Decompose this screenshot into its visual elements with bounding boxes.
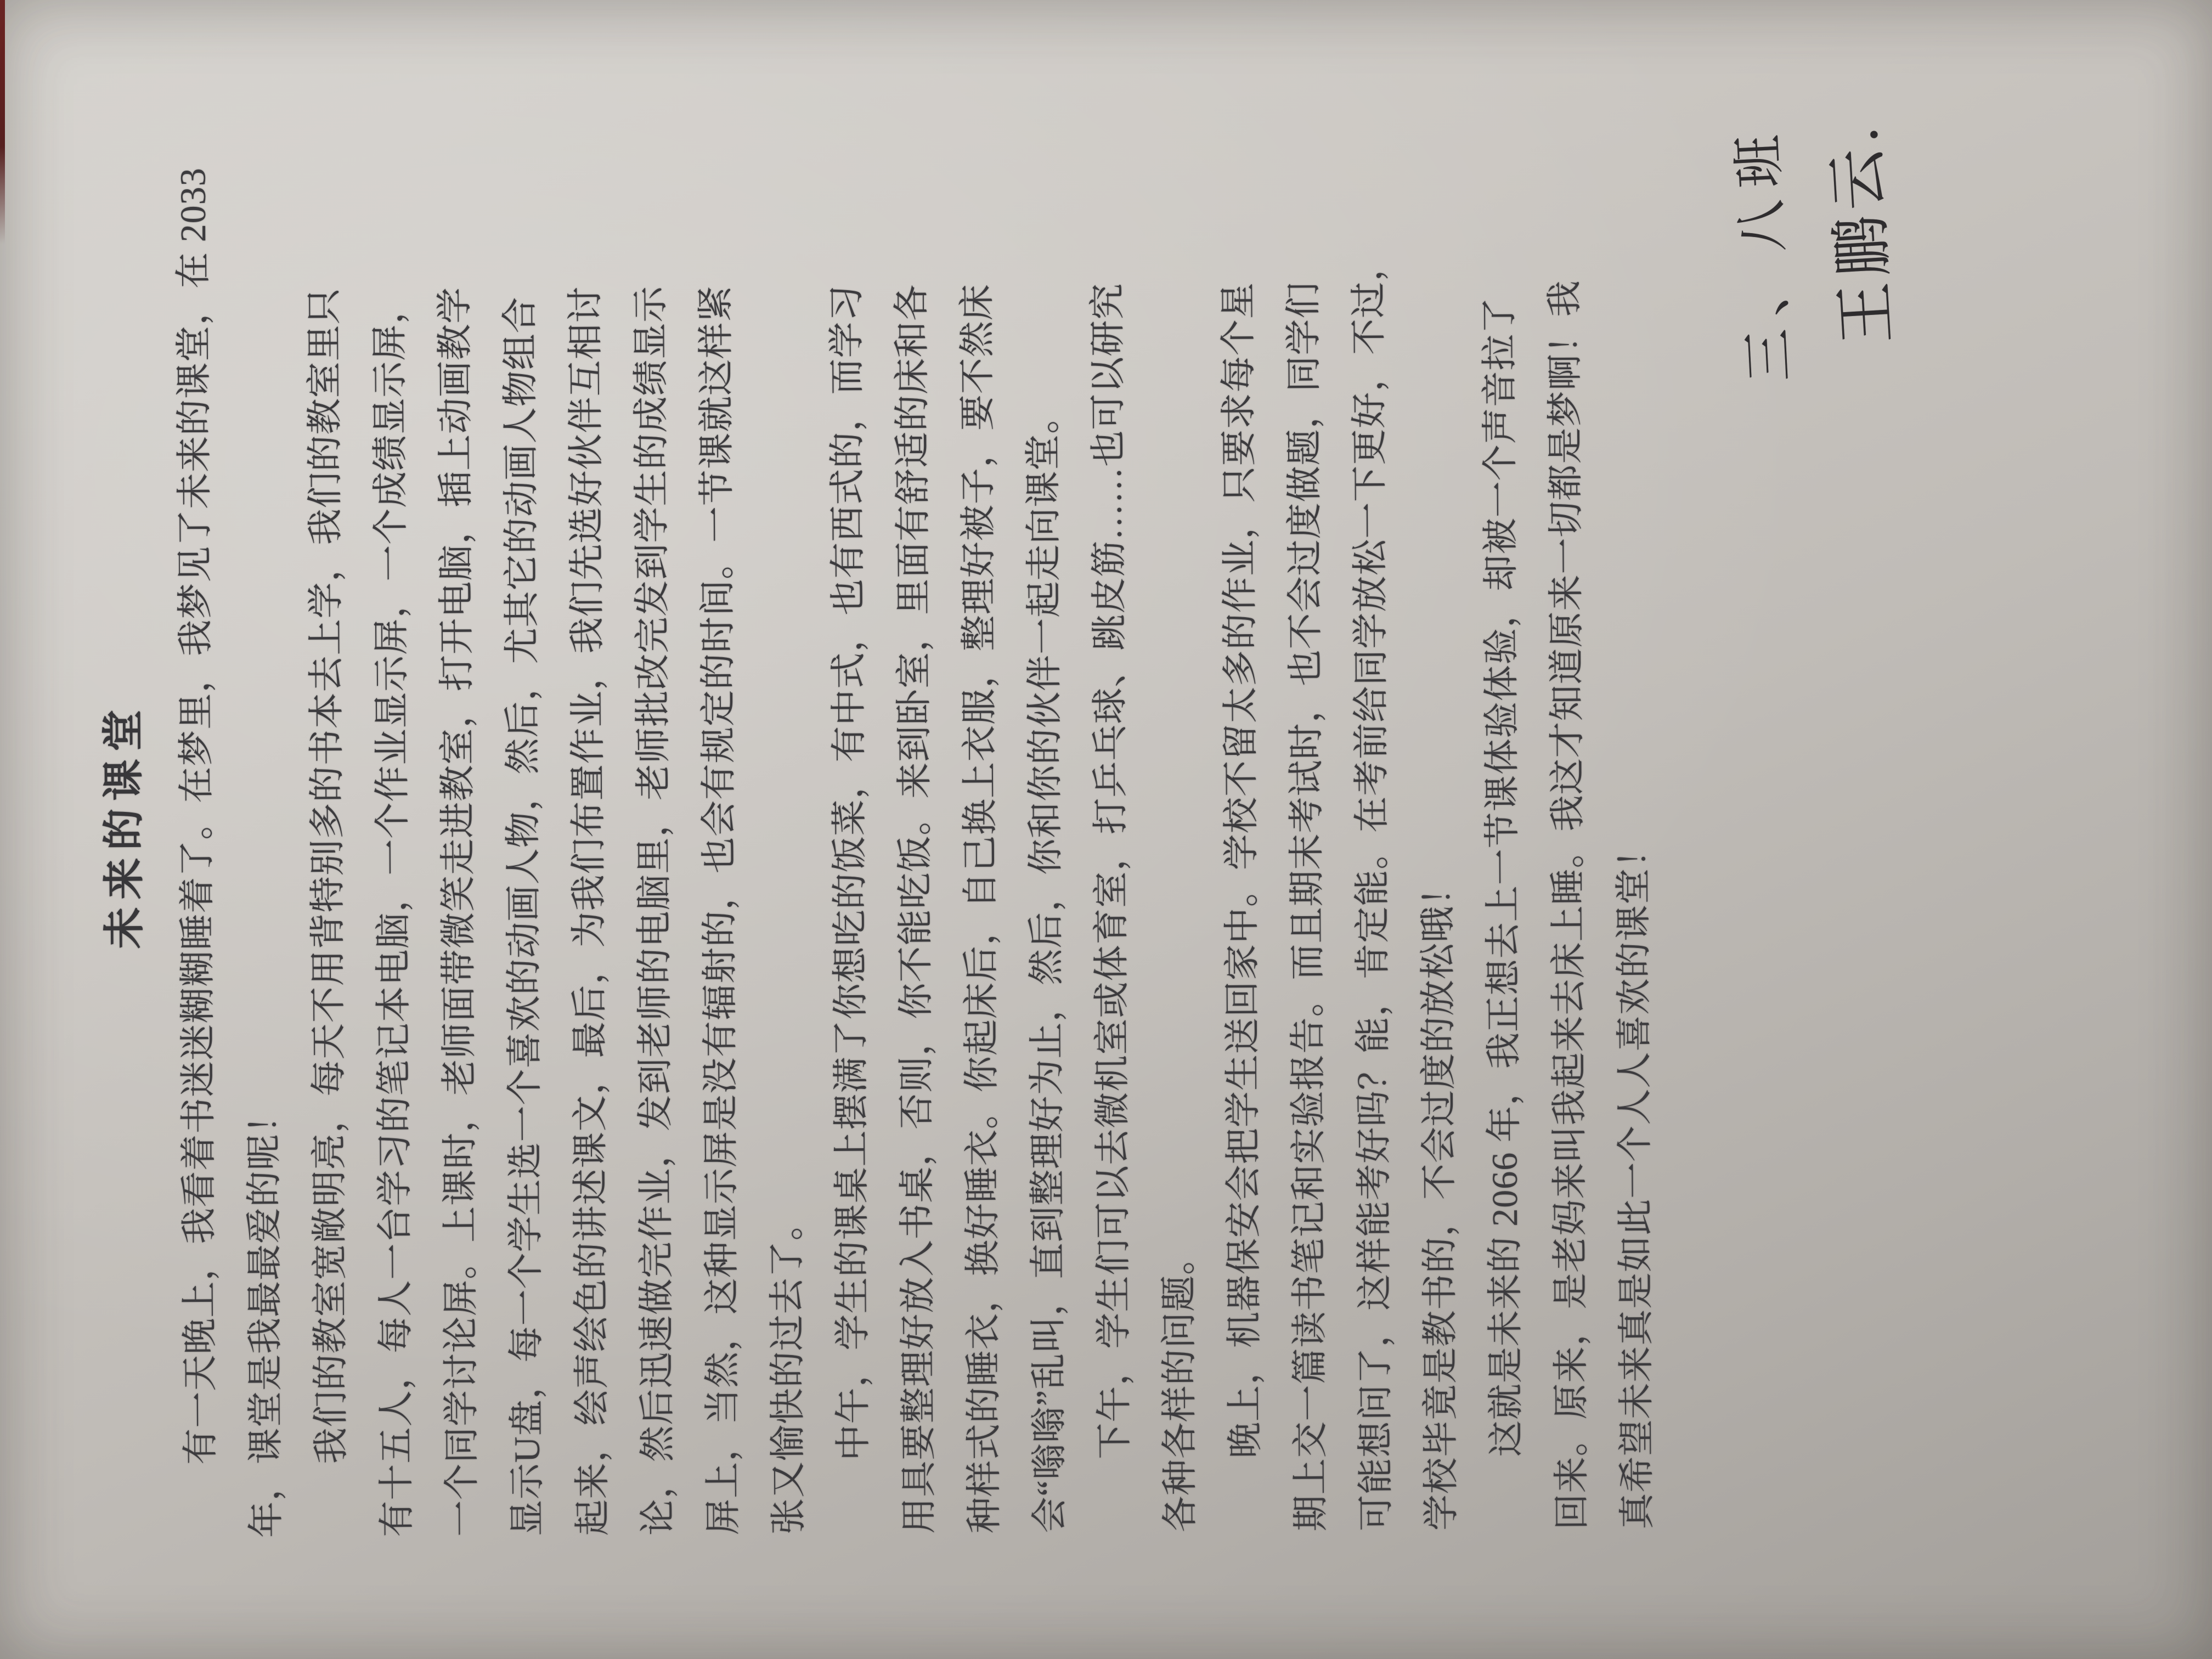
essay-line: 一个同学讨论屏。上课时，老师面带微笑走进教室，打开电脑，插上动画教学 — [435, 286, 483, 1537]
essay-line: 下午，学生们可以去微机室或体育室，打乒乓球、跳皮筋……也可以研究 — [1087, 283, 1136, 1533]
essay-line: 学校毕竟是教书的，不会过度的放松哦！ — [1418, 868, 1462, 1531]
essay-line: 用具要整理好放入书桌，否则，你不能吃饭。来到卧室，里面有舒适的床和各 — [891, 284, 940, 1534]
essay-line: 各种各样的问题。 — [1159, 1238, 1201, 1533]
essay-line: 屏上，当然，这种显示屏是没有辐射的，也会有规定的时间。一节课就这样紧 — [696, 285, 744, 1536]
essay-line: 论，然后迅速做完作业，发到老师的电脑里，老师批改完发到学生的成绩显示 — [630, 285, 679, 1536]
essay-line: 种样式的睡衣，换好睡衣。你起床后，自己换上衣服，整理好被子，要不然床 — [957, 283, 1005, 1534]
essay-line: 有一天晚上，我看着书迷迷糊糊睡着了。在梦里，我梦见了未来的课堂，在 2033 — [173, 167, 222, 1539]
essay-line: 这就是未来的 2066 年，我正想去上一节课体验体验，却被一个声音拉了 — [1479, 297, 1527, 1531]
essay-line: 有十五人，每人一台学习的笔记本电脑，一个作业显示屏，一个成绩显示屏， — [369, 287, 417, 1537]
essay-line: 我们的教室宽敞明亮，每天不用背特别多的书本去上学，我们的教室里只 — [304, 287, 352, 1538]
desk-edge-sliver — [0, 0, 5, 244]
essay-title: 未来的课堂 — [100, 702, 149, 949]
essay-line: 可能想问了，这样能考好吗？能，肯定能。在考前给同学放松一下更好，不过， — [1348, 244, 1397, 1531]
essay-line: 期上交一篇读书笔记和实验报告。而且期末考试时，也不会过度做题，同学们 — [1283, 281, 1331, 1532]
essay-line: 晚上，机器保安会把学生送回家中。学校不留太多的作业，只要求每个星 — [1218, 281, 1266, 1532]
essay-line: 起来，绘声绘色的讲述课文，最后，为我们布置作业，我们先选好伙伴互相讨 — [565, 286, 613, 1536]
signature-block — [1721, 122, 1903, 382]
essay-line: 会“嗡嗡”乱叫，直到整理好为止，然后，你和你的伙伴一起走向课堂。 — [1023, 397, 1070, 1533]
essay-line: 中午，学生的课桌上摆满了你想吃的饭菜，有中式，也有西式的，而学习 — [826, 284, 874, 1534]
essay-line: 真希望未来真是如此一个人人喜欢的课堂！ — [1613, 831, 1658, 1530]
signature-class-line: 三、八班 — [1728, 121, 1800, 383]
essay-line: 张又愉快的过去了。 — [766, 1204, 809, 1535]
essay-line: 回来。原来，是老妈来叫我起来去床上睡。我这才知道原来一切都是梦啊！我 — [1544, 280, 1593, 1530]
signature-name-line: 王鹏云. — [1821, 120, 1903, 346]
essay-body — [160, 0, 1671, 1655]
essay-line: 显示U盘，每一个学生选一个喜欢的动画人物，然后，尤其它的动画人物组合 — [500, 296, 548, 1537]
essay-line: 年，课堂是我最最爱的呢！ — [244, 1096, 287, 1538]
